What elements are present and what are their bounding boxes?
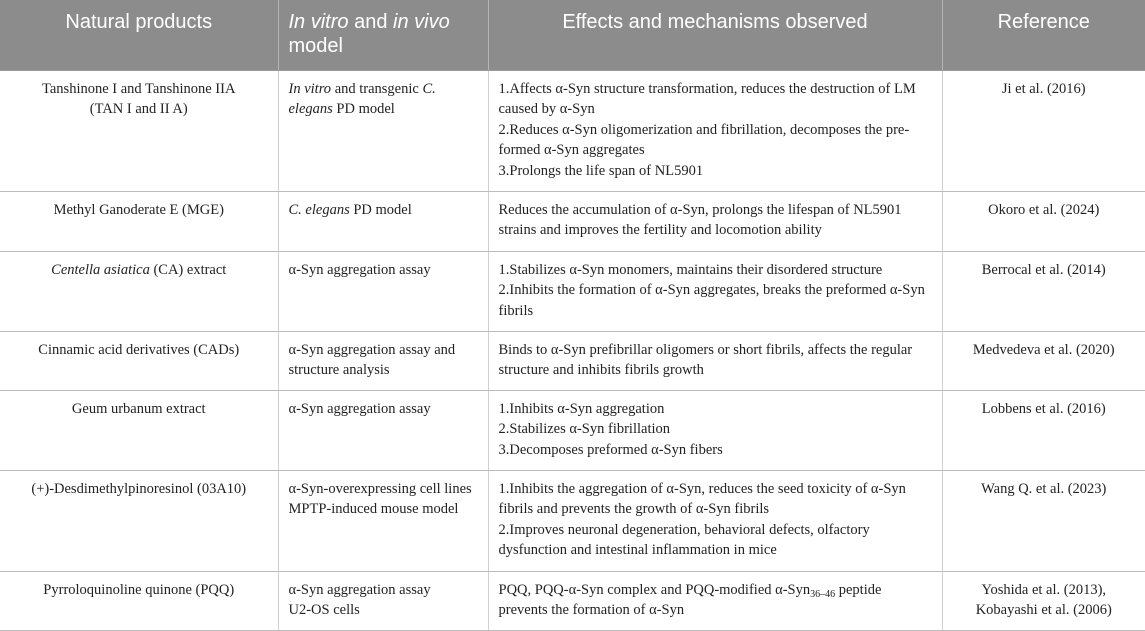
header-model-italic-1: In vitro bbox=[288, 11, 349, 33]
model-cell bbox=[278, 191, 488, 251]
reference-cell: Wang Q. et al. (2023) bbox=[942, 470, 1145, 571]
header-model-mid: and bbox=[348, 11, 394, 33]
reference-cell: Lobbens et al. (2016) bbox=[942, 390, 1145, 470]
header-effects: Effects and mechanisms observed bbox=[488, 0, 942, 70]
reference-cell: Berrocal et al. (2014) bbox=[942, 251, 1145, 331]
product-cell: (+)-Desdimethylpinoresinol (03A10) bbox=[0, 470, 278, 571]
model-cell: α-Syn aggregation assay U2-OS cells bbox=[278, 571, 488, 630]
model-cell: α-Syn-overexpressing cell lines MPTP-induced mouse model bbox=[278, 470, 488, 571]
table-row bbox=[0, 331, 1145, 390]
header-reference: Reference bbox=[942, 0, 1145, 70]
product-cell: Tanshinone I and Tanshinone IIA (TAN I and II A) bbox=[0, 70, 278, 191]
table-row bbox=[0, 251, 1145, 331]
product-cell: Geum urbanum extract bbox=[0, 390, 278, 470]
product-cell bbox=[0, 251, 278, 331]
model-cell: α-Syn aggregation assay and structure analysis bbox=[278, 331, 488, 390]
effects-cell bbox=[488, 571, 942, 630]
effects-start: PQQ, PQQ-α-Syn complex and PQQ-modified α-Syn bbox=[498, 581, 811, 598]
model-cell: α-Syn aggregation assay bbox=[278, 390, 488, 470]
table-row bbox=[0, 470, 1145, 571]
model-mid: and transgenic bbox=[331, 80, 423, 97]
model-italic: C. elegans bbox=[288, 201, 350, 218]
product-end: (CA) extract bbox=[149, 261, 227, 278]
effects-subscript: 36–46 bbox=[810, 588, 836, 600]
effects-cell: Binds to α-Syn prefibrillar oligomers or short fibrils, affects the regular structure and inhibits fibrils growth bbox=[488, 331, 942, 390]
model-end: PD model bbox=[349, 201, 412, 218]
reference-cell: Medvedeva et al. (2020) bbox=[942, 331, 1145, 390]
model-italic-2: C. elegans bbox=[288, 80, 436, 117]
model-italic: In vitro bbox=[288, 80, 332, 97]
model-cell bbox=[278, 70, 488, 191]
reference-cell: Yoshida et al. (2013), Kobayashi et al. (2006) bbox=[942, 571, 1145, 630]
header-row bbox=[0, 0, 1145, 70]
product-cell: Cinnamic acid derivatives (CADs) bbox=[0, 331, 278, 390]
reference-cell: Okoro et al. (2024) bbox=[942, 191, 1145, 251]
effects-cell: 1.Stabilizes α-Syn monomers, maintains their disordered structure 2.Inhibits the formation of α-Syn aggregates, breaks the preformed α-Syn fibrils bbox=[488, 251, 942, 331]
header-natural-products: Natural products bbox=[0, 0, 278, 70]
table-row bbox=[0, 70, 1145, 191]
product-italic: Centella asiatica bbox=[51, 261, 150, 278]
table-row bbox=[0, 191, 1145, 251]
table-row bbox=[0, 571, 1145, 630]
model-end: PD model bbox=[332, 101, 395, 117]
effects-cell: 1.Inhibits α-Syn aggregation 2.Stabilizes α-Syn fibrillation 3.Decomposes preformed α-Syn fibers bbox=[488, 390, 942, 470]
effects-cell: 1.Inhibits the aggregation of α-Syn, reduces the seed toxicity of α-Syn fibrils and prevents the growth of α-Syn fibrils 2.Improves neuronal degeneration, behavioral defects, olfactory dysfunction and intestinal inflammation in mice bbox=[488, 470, 942, 571]
effects-cell: 1.Affects α-Syn structure transformation, reduces the destruction of LM caused by α-Syn 2.Reduces α-Syn oligomerization and fibrillation, decomposes the pre-formed α-Syn aggregates 3.Prolongs the life span of NL5901 bbox=[488, 70, 942, 191]
product-cell: Pyrroloquinoline quinone (PQQ) bbox=[0, 571, 278, 630]
model-cell: α-Syn aggregation assay bbox=[278, 251, 488, 331]
reference-cell: Ji et al. (2016) bbox=[942, 70, 1145, 191]
header-model-end: model bbox=[288, 35, 343, 57]
product-cell: Methyl Ganoderate E (MGE) bbox=[0, 191, 278, 251]
effects-end: peptide prevents the formation of α-Syn bbox=[498, 581, 882, 618]
table-row bbox=[0, 390, 1145, 470]
header-model-italic-2: in vivo bbox=[393, 11, 450, 33]
header-model bbox=[278, 0, 488, 70]
effects-cell: Reduces the accumulation of α-Syn, prolongs the lifespan of NL5901 strains and improves the fertility and locomotion ability bbox=[488, 191, 942, 251]
